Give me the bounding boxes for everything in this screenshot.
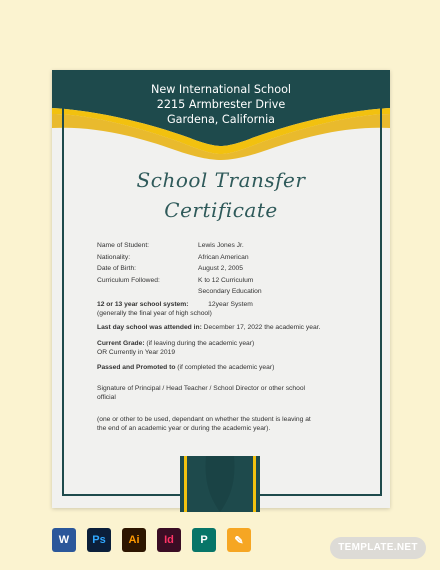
field-labels <box>97 240 197 286</box>
photoshop-icon[interactable]: Ps <box>87 528 111 552</box>
value-curriculum: K to 12 Curriculum <box>198 276 254 284</box>
word-icon[interactable]: W <box>52 528 76 552</box>
ribbon-bookmark <box>180 456 260 512</box>
value-nationality: African American <box>198 253 249 261</box>
certificate-title-line2: Certificate <box>164 198 278 222</box>
value-dob: August 2, 2005 <box>198 265 243 272</box>
system-note: (generally the final year of high school) <box>97 310 212 317</box>
grade-label: Current Grade: <box>97 340 145 347</box>
label-nationality: Nationality: <box>97 253 131 261</box>
school-city: Gardena, California <box>166 113 276 126</box>
grade-line2: OR Currently in Year 2019 <box>97 349 176 356</box>
illustrator-icon[interactable]: Ai <box>122 528 146 552</box>
pages-icon[interactable]: ✎ <box>227 528 251 552</box>
promoted-value: (if completed the academic year) <box>175 364 275 371</box>
indesign-icon[interactable]: Id <box>157 528 181 552</box>
signature-line1: Signature of Principal / Head Teacher / School Director or other school <box>97 385 306 392</box>
promoted-line <box>97 363 274 373</box>
label-student-name: Name of Student: <box>97 242 150 249</box>
system-value: 12year System <box>208 301 253 308</box>
footnote-line2: the end of an academic year or during the academic year). <box>97 425 271 432</box>
publisher-icon[interactable]: P <box>192 528 216 552</box>
last-day-label: Last day school was attended in: <box>97 324 202 331</box>
school-street: 2215 Armbrester Drive <box>156 98 286 111</box>
template-badge[interactable]: TEMPLATE.NET <box>330 537 426 559</box>
last-day-value: December 17, 2022 the academic year. <box>201 324 321 331</box>
label-curriculum: Curriculum Followed: <box>97 276 160 284</box>
last-day-line <box>97 323 320 333</box>
system-label: 12 or 13 year school system: <box>97 301 189 308</box>
certificate-title-line1: School Transfer <box>136 168 306 192</box>
grade-value: (if leaving during the academic year) <box>144 340 255 347</box>
field-values <box>198 240 348 298</box>
promoted-label: Passed and Promoted to <box>97 364 176 371</box>
value-student-name: Lewis Jones Jr. <box>198 242 244 249</box>
value-curriculum-level: Secondary Education <box>198 288 262 295</box>
school-name: New International School <box>150 83 292 96</box>
school-header <box>52 82 390 127</box>
signature-line2: official <box>97 394 116 401</box>
app-icons-row <box>52 528 251 552</box>
footnote-line1: (one or other to be used, dependant on whether the student is leaving at <box>97 416 311 423</box>
label-dob: Date of Birth: <box>97 265 137 272</box>
